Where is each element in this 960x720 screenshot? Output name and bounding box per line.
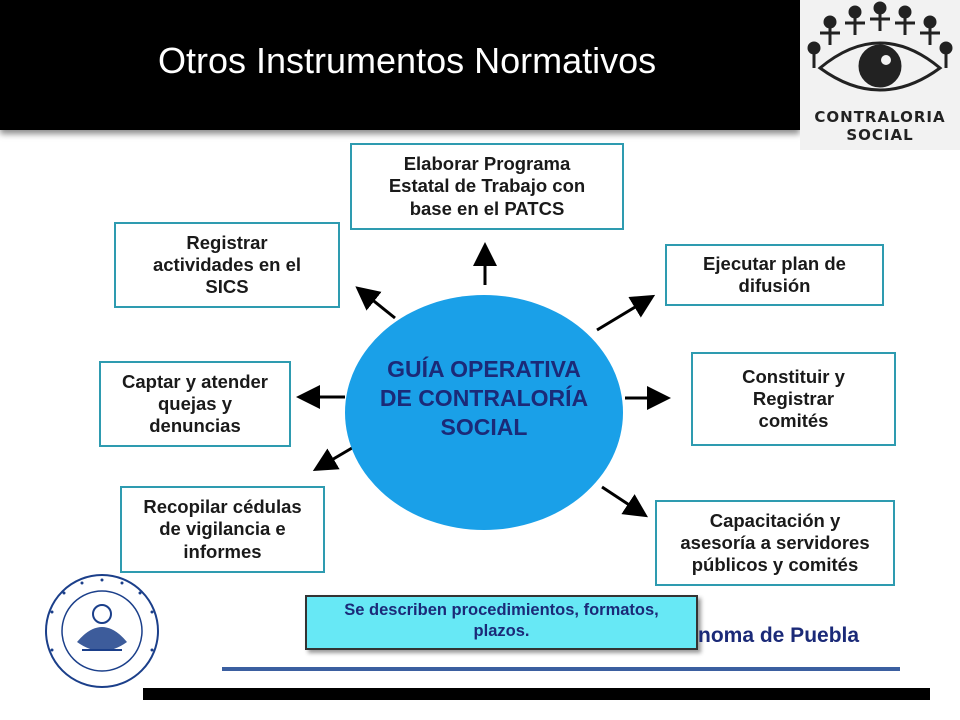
box-line: SICS bbox=[205, 276, 249, 298]
box-line: asesoría a servidores bbox=[680, 531, 870, 553]
arrow-up-right bbox=[597, 298, 650, 330]
box-line: difusión bbox=[738, 275, 811, 296]
box-line: públicos y comités bbox=[691, 554, 859, 576]
box-line: quejas y bbox=[157, 392, 233, 414]
box-line: Registrar bbox=[752, 387, 835, 409]
logo-text-line1: CONTRALORIA bbox=[814, 108, 946, 126]
page-title: Otros Instrumentos Normativos bbox=[158, 40, 657, 81]
box-line: actividades en el bbox=[152, 253, 302, 275]
footer-black-rule bbox=[143, 688, 930, 700]
box-line: Registrar bbox=[186, 231, 268, 253]
logo-text-line2: SOCIAL bbox=[846, 126, 914, 144]
box-line: Estatal de Trabajo con bbox=[388, 175, 586, 197]
note-line2: plazos. bbox=[473, 622, 530, 641]
center-line2: DE CONTRALORÍA bbox=[379, 384, 589, 411]
box-recopilar-cedulas bbox=[120, 486, 325, 573]
note-line1: Se describen procedimientos, formatos, bbox=[344, 601, 659, 619]
box-line: Ejecutar plan de bbox=[703, 252, 846, 274]
box-registrar-actividades bbox=[114, 222, 340, 308]
box-ejecutar-plan bbox=[665, 244, 884, 306]
box-line: base en el PATCS bbox=[409, 197, 565, 219]
note-box bbox=[305, 595, 698, 650]
box-elaborar-programa bbox=[350, 143, 624, 230]
box-line: Elaborar Programa bbox=[403, 153, 571, 175]
center-line1: GUÍA OPERATIVA bbox=[387, 356, 581, 382]
box-line: Capacitación y bbox=[709, 509, 841, 531]
arrow-down-left bbox=[318, 448, 352, 468]
footer-university-name: noma de Puebla bbox=[698, 624, 860, 647]
footer-blue-rule bbox=[222, 667, 900, 671]
arrow-down-right bbox=[602, 487, 643, 514]
box-line: de vigilancia e bbox=[159, 518, 286, 540]
box-line: informes bbox=[183, 540, 262, 562]
box-line: Recopilar cédulas bbox=[143, 496, 302, 518]
center-line3: SOCIAL bbox=[440, 413, 528, 440]
box-line: Constituir y bbox=[742, 365, 845, 387]
arrow-up-left bbox=[360, 290, 395, 318]
box-captar-quejas bbox=[99, 361, 291, 447]
box-capacitacion bbox=[655, 500, 895, 586]
box-constituir-comites bbox=[691, 352, 896, 446]
box-line: denuncias bbox=[149, 415, 241, 437]
university-seal-icon bbox=[37, 572, 167, 690]
box-line: comités bbox=[758, 410, 829, 432]
central-label bbox=[345, 355, 623, 441]
box-line: Captar y atender bbox=[122, 370, 268, 392]
